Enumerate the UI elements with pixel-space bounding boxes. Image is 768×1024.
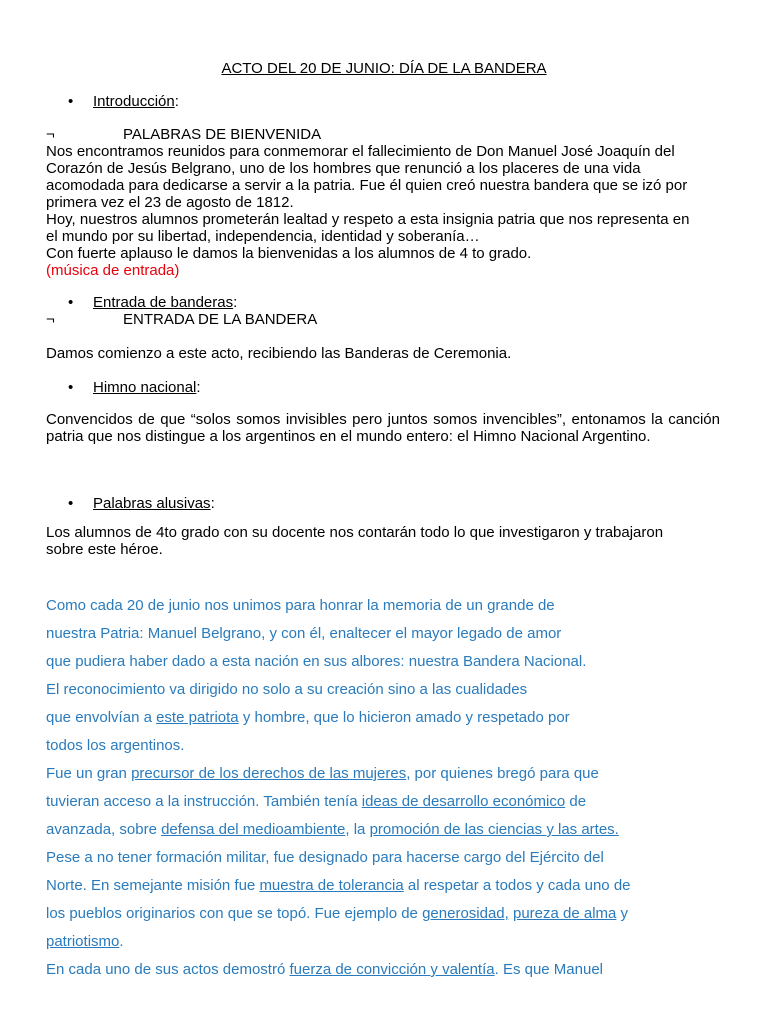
speech-line: que pudiera haber dado a esta nación en sus albores: nuestra Bandera Nacional. xyxy=(46,653,587,670)
bullet-suffix: : xyxy=(174,93,179,110)
speech-link[interactable]: muestra de tolerancia xyxy=(259,877,404,894)
speech-text-run: y xyxy=(616,905,629,922)
speech-text-run: que envolvían a xyxy=(46,709,157,726)
bullet-himno xyxy=(68,379,201,397)
bullet-label: Palabras alusivas xyxy=(93,495,211,512)
document-title: ACTO DEL 20 DE JUNIO: DÍA DE LA BANDERA xyxy=(221,60,547,77)
speech-text-run: los pueblos originarios con que se topó. Fue ejemplo de xyxy=(46,905,423,922)
text-line: Hoy, nuestros alumnos prometerán lealtad y respeto a esta insignia patria que nos representa en xyxy=(46,211,690,228)
speech-link[interactable]: patriotismo xyxy=(46,933,120,950)
speech-link[interactable]: generosidad, xyxy=(422,905,509,922)
speech-text-run: de xyxy=(565,793,587,810)
negation-mark: ¬ xyxy=(46,126,55,143)
text-line: Nos encontramos reunidos para conmemorar el fallecimiento de Don Manuel José Joaquín del xyxy=(46,143,675,160)
bullet-icon: • xyxy=(68,93,74,110)
music-note: (música de entrada) xyxy=(46,262,180,279)
speech-line: El reconocimiento va dirigido no solo a su creación sino a las cualidades xyxy=(46,681,528,698)
speech-text-run: Fue un gran xyxy=(46,765,132,782)
speech-link[interactable]: ideas de desarrollo económico xyxy=(361,793,566,810)
speech-line xyxy=(46,816,726,844)
paragraph-entrada: Damos comienzo a este acto, recibiendo las Banderas de Ceremonia. xyxy=(46,345,512,362)
speech-text-run: . xyxy=(119,933,124,950)
bullet-suffix: : xyxy=(210,495,215,512)
heading-bienvenida xyxy=(46,126,321,143)
speech-text-run: avanzada, sobre xyxy=(46,821,162,838)
speech-text-run: , la xyxy=(345,821,370,838)
speech-text-run: y hombre, que lo hicieron amado y respetado por xyxy=(238,709,570,726)
text-line: Los alumnos de 4to grado con su docente nos contarán todo lo que investigaron y trabajaron xyxy=(46,524,664,541)
speech-text-run: Norte. En semejante misión fue xyxy=(46,877,260,894)
speech-link[interactable]: este patriota xyxy=(156,709,239,726)
speech-text-run: al respetar a todos y cada uno de xyxy=(403,877,631,894)
speech-text-run: tuvieran acceso a la instrucción. También tenía xyxy=(46,793,362,810)
text-line: Corazón de Jesús Belgrano, uno de los hombres que renunció a los placeres de una vida xyxy=(46,160,641,177)
speech-line: todos los argentinos. xyxy=(46,737,185,754)
heading-text: ENTRADA DE LA BANDERA xyxy=(123,311,318,328)
speech-text-run: En cada uno de sus actos demostró xyxy=(46,961,290,978)
text-line: Con fuerte aplauso le damos la bienvenidas a los alumnos de 4 to grado. xyxy=(46,245,532,262)
bullet-icon: • xyxy=(68,294,74,311)
bullet-suffix: : xyxy=(233,294,238,311)
text-line: acomodada para dedicarse a servir a la patria. Fue él quien creó nuestra bandera que se izó por xyxy=(46,177,688,194)
bullet-entrada-banderas xyxy=(68,294,237,312)
bullet-label: Himno nacional xyxy=(93,379,197,396)
bullet-introduccion xyxy=(68,93,179,111)
paragraph-alusivas xyxy=(46,524,720,558)
text-line: el mundo por su libertad, independencia, identidad y soberanía… xyxy=(46,228,480,245)
speech-text xyxy=(46,592,726,984)
speech-line xyxy=(46,704,726,732)
bullet-palabras-alusivas xyxy=(68,495,215,513)
speech-line xyxy=(46,900,726,928)
speech-line: Pese a no tener formación militar, fue designado para hacerse cargo del Ejército del xyxy=(46,849,604,866)
speech-link[interactable]: precursor de los derechos de las mujeres xyxy=(131,765,407,782)
speech-line: Como cada 20 de junio nos unimos para honrar la memoria de un grande de xyxy=(46,597,555,614)
speech-line xyxy=(46,872,726,900)
speech-line xyxy=(46,760,726,788)
speech-line xyxy=(46,956,726,984)
speech-link[interactable]: fuerza de convicción y valentía xyxy=(289,961,495,978)
bullet-icon: • xyxy=(68,379,74,396)
speech-line xyxy=(46,788,726,816)
bullet-label: Entrada de banderas xyxy=(93,294,234,311)
negation-mark: ¬ xyxy=(46,311,55,328)
speech-line: nuestra Patria: Manuel Belgrano, y con él, enaltecer el mayor legado de amor xyxy=(46,625,562,642)
speech-link[interactable]: pureza de alma xyxy=(512,905,617,922)
text-line: primera vez el 23 de agosto de 1812. xyxy=(46,194,294,211)
paragraph-bienvenida xyxy=(46,143,720,279)
bullet-icon: • xyxy=(68,495,74,512)
heading-text: PALABRAS DE BIENVENIDA xyxy=(123,126,322,143)
bullet-suffix: : xyxy=(196,379,201,396)
paragraph-himno: Convencidos de que “solos somos invisibles pero juntos somos invencibles”, entonamos la canción patria que nos distingue a los argentinos en el mundo entero: el Himno Nacional Argentino. xyxy=(46,411,720,445)
speech-link[interactable]: promoción de las ciencias y las artes. xyxy=(369,821,619,838)
text-line: sobre este héroe. xyxy=(46,541,163,558)
bullet-label: Introducción xyxy=(93,93,175,110)
speech-link[interactable]: defensa del medioambiente xyxy=(161,821,346,838)
speech-text-run: . Es que Manuel xyxy=(494,961,604,978)
speech-line xyxy=(46,928,726,956)
heading-entrada xyxy=(46,311,317,328)
speech-text-run: , por quienes bregó para que xyxy=(406,765,599,782)
